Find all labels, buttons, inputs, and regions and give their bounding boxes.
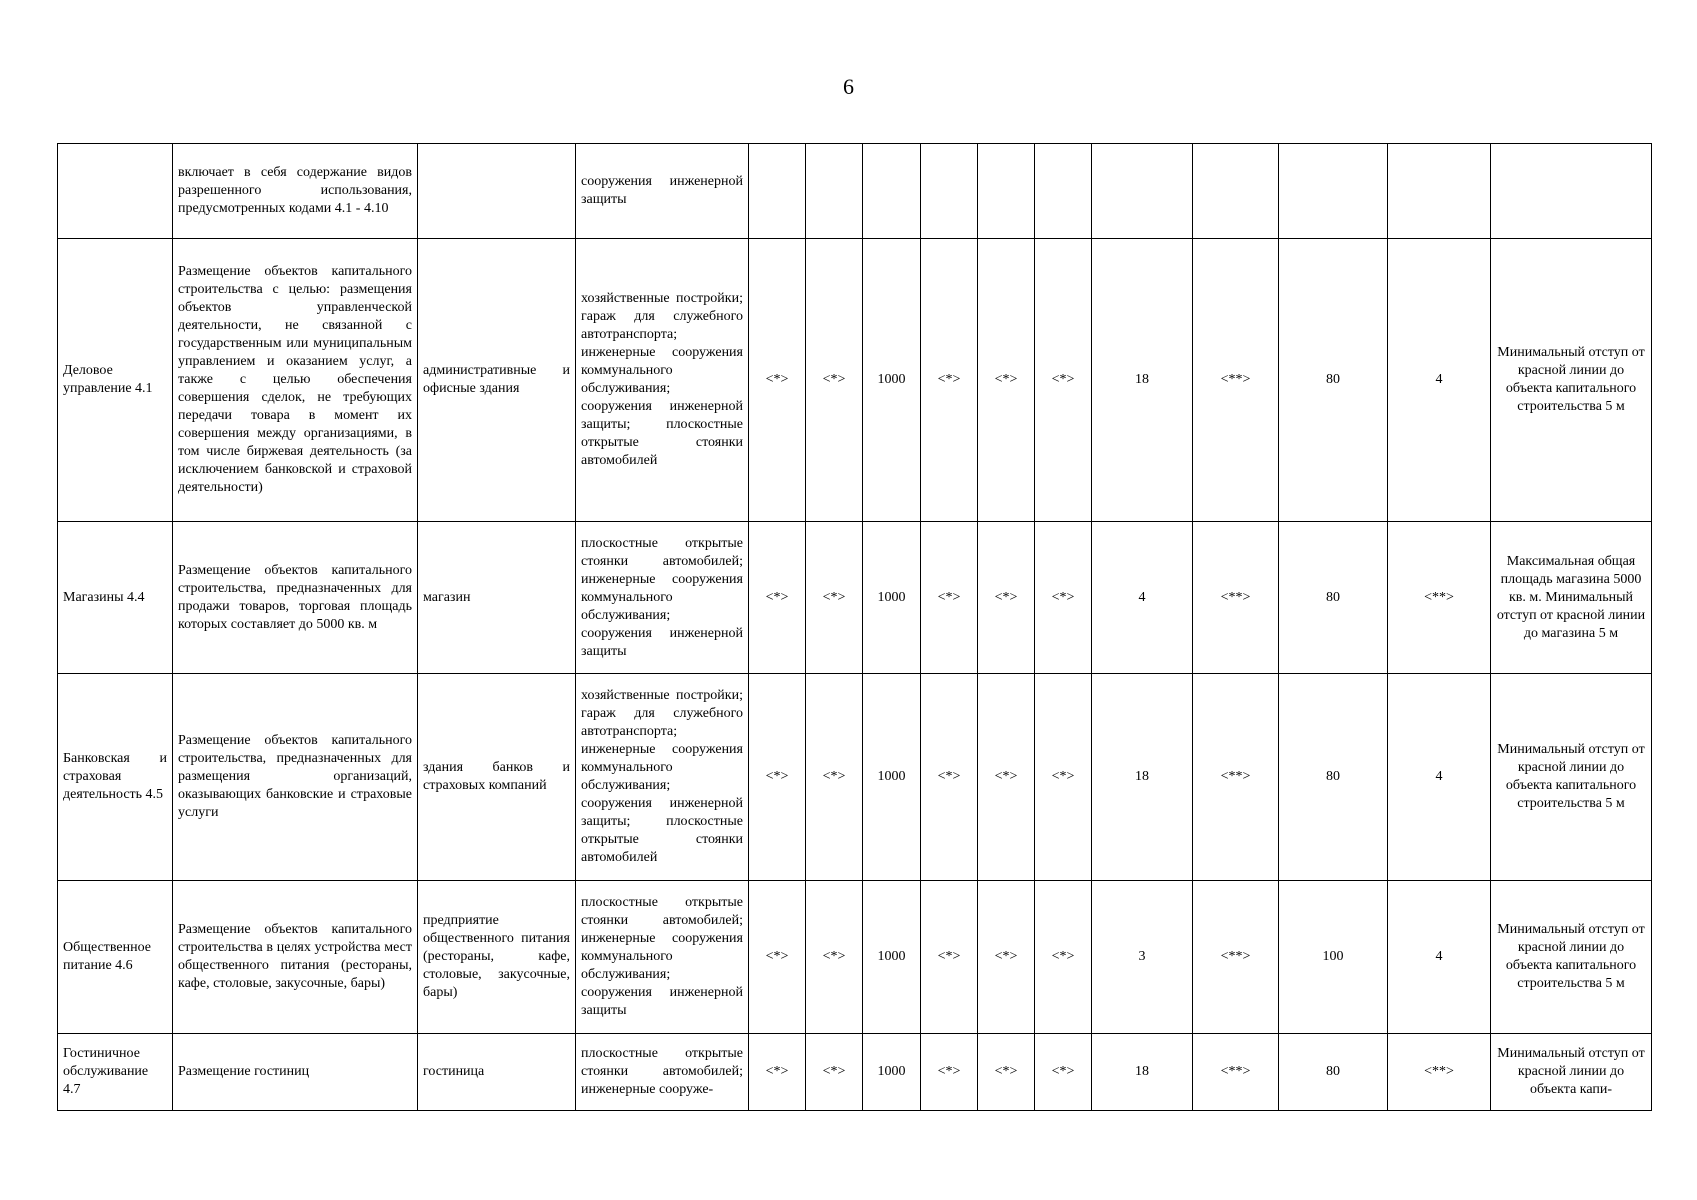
note-cell-text: Максимальная общая площадь магазина 5000 кв. м. Минимальный отступ от красной линии до магазина 5 м <box>1496 553 1646 641</box>
param-cell <box>1193 674 1279 881</box>
auxiliary-objects-cell <box>576 1034 749 1111</box>
use-name-cell <box>58 522 173 674</box>
auxiliary-objects-cell <box>576 881 749 1034</box>
param-cell <box>921 1034 978 1111</box>
use-name-cell <box>58 239 173 522</box>
note-cell <box>1491 674 1652 881</box>
param-cell <box>921 144 978 239</box>
param-cell <box>863 522 921 674</box>
param-cell <box>1279 239 1388 522</box>
param-cell <box>1193 522 1279 674</box>
param-cell <box>749 522 806 674</box>
param-cell <box>1388 881 1491 1034</box>
param-cell-text: <*> <box>822 1064 846 1079</box>
param-cell <box>1092 522 1193 674</box>
param-cell-text: <**> <box>1220 769 1251 784</box>
note-cell <box>1491 522 1652 674</box>
param-cell <box>1035 881 1092 1034</box>
param-cell <box>806 674 863 881</box>
param-cell-text: <**> <box>1424 589 1454 605</box>
main-objects-cell <box>418 1034 576 1111</box>
param-cell <box>1092 881 1193 1034</box>
param-cell-text: <*> <box>822 949 846 964</box>
param-cell-text: <*> <box>765 1064 789 1079</box>
param-cell-text: 18 <box>1135 1064 1149 1079</box>
param-cell <box>978 674 1035 881</box>
use-description-cell-text: Размещение гостиниц <box>178 1064 310 1079</box>
use-description-cell-text: Размещение объектов капитального строительства, предназначенных для продажи товаров, торговая площадь которых составляет до 5000 кв. м <box>178 562 412 632</box>
main-objects-cell <box>418 881 576 1034</box>
auxiliary-objects-cell-text: хозяйственные постройки; гараж для служебного автотранспорта; инженерные сооружения коммунального обслуживания; сооружения инженерной защиты; плоскостные открытые стоянки автомобилей <box>581 291 743 468</box>
param-cell <box>806 881 863 1034</box>
auxiliary-objects-cell-text: сооружения инженерной защиты <box>581 174 743 207</box>
use-name-cell-text: Магазины 4.4 <box>63 589 145 605</box>
land-use-table <box>57 143 1652 1111</box>
table-row <box>58 522 1652 674</box>
use-description-cell <box>173 144 418 239</box>
param-cell-text: 18 <box>1135 372 1149 387</box>
table-row <box>58 1034 1652 1111</box>
param-cell-text: 1000 <box>877 949 906 964</box>
param-cell-text: <**> <box>1424 1064 1454 1079</box>
param-cell-text: 3 <box>1138 949 1146 964</box>
main-objects-cell <box>418 239 576 522</box>
main-objects-cell <box>418 522 576 674</box>
param-cell-text: 1000 <box>877 769 906 784</box>
auxiliary-objects-cell-text: плоскостные открытые стоянки автомобилей; инженерные сооружения коммунального обслуживания; сооружения инженерной защиты <box>581 535 743 659</box>
param-cell <box>749 239 806 522</box>
table-row <box>58 881 1652 1034</box>
param-cell <box>1193 881 1279 1034</box>
param-cell-text: 4 <box>1435 372 1443 387</box>
main-objects-cell <box>418 674 576 881</box>
param-cell-text: <*> <box>994 769 1018 784</box>
auxiliary-objects-cell <box>576 522 749 674</box>
note-cell <box>1491 144 1652 239</box>
param-cell <box>1388 239 1491 522</box>
param-cell <box>1193 1034 1279 1111</box>
use-description-cell <box>173 522 418 674</box>
use-name-cell <box>58 1034 173 1111</box>
param-cell-text: <*> <box>937 949 961 964</box>
param-cell-text: 80 <box>1326 769 1340 784</box>
param-cell-text: 1000 <box>877 1064 906 1079</box>
use-name-cell-text: Общественное питание 4.6 <box>63 940 152 973</box>
param-cell-text: <*> <box>822 372 846 387</box>
param-cell <box>921 522 978 674</box>
param-cell-text: <**> <box>1220 372 1251 387</box>
param-cell-text: <**> <box>1220 1064 1251 1079</box>
table-row <box>58 144 1652 239</box>
param-cell-text: <*> <box>994 949 1018 964</box>
param-cell <box>1388 522 1491 674</box>
param-cell <box>978 144 1035 239</box>
use-name-cell <box>58 144 173 239</box>
param-cell <box>921 881 978 1034</box>
param-cell-text: <*> <box>937 372 961 387</box>
auxiliary-objects-cell <box>576 239 749 522</box>
param-cell-text: <*> <box>994 589 1018 605</box>
param-cell <box>1279 674 1388 881</box>
auxiliary-objects-cell <box>576 144 749 239</box>
param-cell <box>1279 1034 1388 1111</box>
param-cell-text: <*> <box>1051 589 1075 605</box>
param-cell <box>806 144 863 239</box>
use-description-cell <box>173 1034 418 1111</box>
main-objects-cell-text: здания банков и страховых компаний <box>423 760 570 793</box>
param-cell <box>1193 239 1279 522</box>
param-cell <box>978 239 1035 522</box>
main-objects-cell-text: административные и офисные здания <box>423 363 570 396</box>
param-cell <box>1092 1034 1193 1111</box>
param-cell-text: <*> <box>937 1064 961 1079</box>
param-cell <box>1092 239 1193 522</box>
param-cell <box>749 674 806 881</box>
param-cell-text: <*> <box>822 769 846 784</box>
param-cell-text: <*> <box>994 1064 1018 1079</box>
param-cell <box>1035 522 1092 674</box>
param-cell-text: <*> <box>994 372 1018 387</box>
param-cell-text: <*> <box>1051 949 1075 964</box>
param-cell <box>863 1034 921 1111</box>
param-cell <box>978 522 1035 674</box>
param-cell <box>978 1034 1035 1111</box>
param-cell <box>806 1034 863 1111</box>
param-cell <box>1092 144 1193 239</box>
note-cell <box>1491 239 1652 522</box>
param-cell <box>1035 1034 1092 1111</box>
auxiliary-objects-cell-text: хозяйственные постройки; гараж для служебного автотранспорта; инженерные сооружения коммунального обслуживания; сооружения инженерной защиты; плоскостные открытые стоянки автомобилей <box>581 688 743 865</box>
note-cell-text: Минимальный отступ от красной линии до объекта капитального строительства 5 м <box>1497 345 1645 414</box>
use-name-cell-text: Гостиничное обслуживание 4.7 <box>63 1046 149 1097</box>
param-cell-text: <*> <box>765 769 789 784</box>
main-objects-cell-text: предприятие общественного питания (рестораны, кафе, столовые, закусочные, бары) <box>423 913 570 1000</box>
auxiliary-objects-cell-text: плоскостные открытые стоянки автомобилей; инженерные сооруже- <box>581 1046 743 1097</box>
param-cell <box>863 881 921 1034</box>
param-cell <box>749 881 806 1034</box>
param-cell-text: <*> <box>937 589 961 605</box>
param-cell-text: <*> <box>937 769 961 784</box>
param-cell-text: 4 <box>1138 589 1146 605</box>
param-cell <box>1279 881 1388 1034</box>
param-cell <box>1035 674 1092 881</box>
table-row <box>58 674 1652 881</box>
param-cell-text: <**> <box>1220 589 1251 605</box>
param-cell <box>921 674 978 881</box>
param-cell-text: <*> <box>1051 1064 1075 1079</box>
use-description-cell <box>173 881 418 1034</box>
param-cell <box>1279 144 1388 239</box>
param-cell-text: <*> <box>822 589 846 605</box>
table-row <box>58 239 1652 522</box>
use-name-cell <box>58 881 173 1034</box>
param-cell <box>863 674 921 881</box>
param-cell <box>978 881 1035 1034</box>
param-cell <box>921 239 978 522</box>
param-cell <box>1388 144 1491 239</box>
param-cell <box>1388 674 1491 881</box>
use-description-cell-text: Размещение объектов капитального строительства в целях устройства мест общественного питания (рестораны, кафе, столовые, закусочные, бары) <box>178 922 412 991</box>
param-cell <box>1193 144 1279 239</box>
param-cell <box>1388 1034 1491 1111</box>
param-cell-text: 80 <box>1326 589 1340 605</box>
use-description-cell <box>173 239 418 522</box>
param-cell <box>806 522 863 674</box>
note-cell-text: Минимальный отступ от красной линии до объекта капи- <box>1497 1046 1645 1097</box>
param-cell-text: <**> <box>1220 949 1251 964</box>
param-cell-text: 4 <box>1435 769 1443 784</box>
main-objects-cell <box>418 144 576 239</box>
param-cell-text: <*> <box>765 372 789 387</box>
param-cell <box>806 239 863 522</box>
use-description-cell-text: Размещение объектов капитального строительства с целью: размещения объектов управленческой деятельности, не связанной с государственным или муниципальным управлением и оказанием услуг, а также с целью обеспечения совершения сделок, не требующих передачи товара в момент их совершения между организациями, в том числе биржевая деятельность (за исключением банковской и страховой деятельности) <box>178 264 412 495</box>
param-cell-text: 18 <box>1135 769 1149 784</box>
param-cell <box>1035 144 1092 239</box>
param-cell <box>1279 522 1388 674</box>
param-cell-text: 1000 <box>877 589 906 605</box>
param-cell <box>863 144 921 239</box>
use-name-cell-text: Банковская и страховая деятельность 4.5 <box>63 751 167 802</box>
auxiliary-objects-cell-text: плоскостные открытые стоянки автомобилей; инженерные сооружения коммунального обслуживания; сооружения инженерной защиты <box>581 895 743 1018</box>
param-cell-text: 80 <box>1326 372 1340 387</box>
param-cell <box>1035 239 1092 522</box>
note-cell-text: Минимальный отступ от красной линии до объекта капитального строительства 5 м <box>1497 742 1645 811</box>
param-cell <box>749 144 806 239</box>
param-cell-text: 1000 <box>877 372 906 387</box>
param-cell <box>863 239 921 522</box>
note-cell <box>1491 1034 1652 1111</box>
param-cell-text: <*> <box>1051 769 1075 784</box>
main-objects-cell-text: гостиница <box>423 1064 485 1079</box>
param-cell-text: 80 <box>1326 1064 1340 1079</box>
param-cell-text: 100 <box>1322 949 1344 964</box>
auxiliary-objects-cell <box>576 674 749 881</box>
param-cell <box>1092 674 1193 881</box>
use-description-cell <box>173 674 418 881</box>
param-cell-text: <*> <box>765 589 789 605</box>
main-objects-cell-text: магазин <box>423 589 471 605</box>
note-cell-text: Минимальный отступ от красной линии до объекта капитального строительства 5 м <box>1497 922 1645 991</box>
param-cell-text: 4 <box>1435 949 1443 964</box>
page-number: 6 <box>843 74 854 99</box>
param-cell-text: <*> <box>1051 372 1075 387</box>
use-description-cell-text: Размещение объектов капитального строительства, предназначенных для размещения организаций, оказывающих банковские и страховые услуги <box>178 733 412 820</box>
use-name-cell-text: Деловое управление 4.1 <box>63 363 153 396</box>
param-cell-text: <*> <box>765 949 789 964</box>
note-cell <box>1491 881 1652 1034</box>
use-description-cell-text: включает в себя содержание видов разрешенного использования, предусмотренных кодами 4.1 - 4.10 <box>178 165 412 216</box>
param-cell <box>749 1034 806 1111</box>
use-name-cell <box>58 674 173 881</box>
